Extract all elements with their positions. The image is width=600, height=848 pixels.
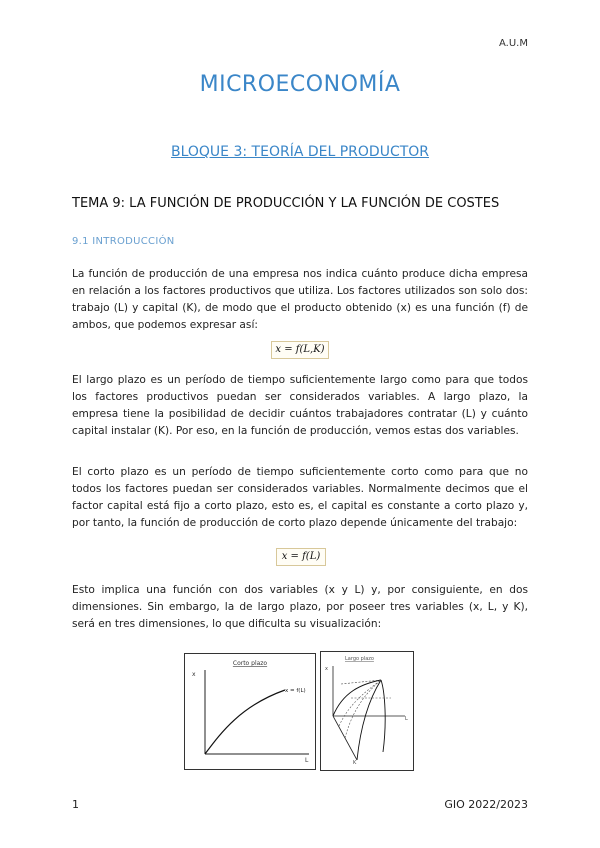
header-initials: A.U.M — [499, 38, 528, 49]
figure-short-run — [184, 653, 316, 770]
section-heading: 9.1 INTRODUCCIÓN — [72, 236, 175, 247]
short-run-curve-label: x = f(L) — [285, 688, 306, 694]
long-run-axis-k-label: K — [353, 760, 357, 766]
long-run-guide-1 — [341, 680, 381, 684]
block-subtitle: BLOQUE 3: TEORÍA DEL PRODUCTOR — [170, 144, 430, 160]
short-run-x-label: L — [305, 757, 309, 764]
short-run-title: Corto plazo — [232, 660, 268, 667]
document-title: MICROECONOMÍA — [199, 72, 401, 97]
page-number: 1 — [72, 798, 79, 811]
long-run-surface-edge-2 — [357, 680, 381, 760]
paragraph-production-function: La función de producción de una empresa nos indica cuánto produce dicha empresa en relación a los factores productivos que utiliza. Los factores utilizados son solo dos: trabajo (L) y capital (K), de modo que el producto obtenido (x) es una función (f) de ambos, que podemos expresar así: — [72, 268, 528, 331]
long-run-axis-x-label: x — [325, 666, 328, 672]
formula-long-run: x = f(L,K) — [271, 341, 329, 359]
paragraph-short-run: El corto plazo es un período de tiempo suficientemente corto como para que no todos los factores puedan ser considerados variables. Normalmente decimos que el factor capital está fijo a corto plazo, esto es, el capital es constante a corto plazo y, por tanto, la función de producción de corto plazo depende únicamente del trabajo: — [72, 466, 528, 529]
long-run-axis-l-label: L — [405, 716, 408, 722]
short-run-y-label: x — [192, 671, 196, 678]
paragraph-dimensions: Esto implica una función con dos variables (x y L) y, por consiguiente, en dos dimensiones. Sin embargo, la de largo plazo, por poseer tres variables (x, L, y K), será en tres dimensiones, lo que dificulta su visualización: — [72, 584, 528, 630]
formula-short-run: x = f(L) — [276, 548, 326, 566]
long-run-chart — [321, 652, 413, 770]
topic-heading: TEMA 9: LA FUNCIÓN DE PRODUCCIÓN Y LA FUNCIÓN DE COSTES — [72, 196, 500, 211]
paragraph-long-run: El largo plazo es un período de tiempo suficientemente largo como para que todos los factores productivos puedan ser considerados variables. A largo plazo, la empresa tiene la posibilidad de decidir cuántos trabajadores contratar (L) y cuánto capital instalar (K). Por eso, en la función de producción, vemos estas dos variables. — [72, 374, 528, 437]
short-run-curve — [205, 690, 285, 754]
long-run-title: Largo plazo — [345, 656, 374, 662]
figure-long-run — [320, 651, 414, 771]
footer-course: GIO 2022/2023 — [444, 798, 528, 811]
short-run-chart — [185, 654, 315, 769]
